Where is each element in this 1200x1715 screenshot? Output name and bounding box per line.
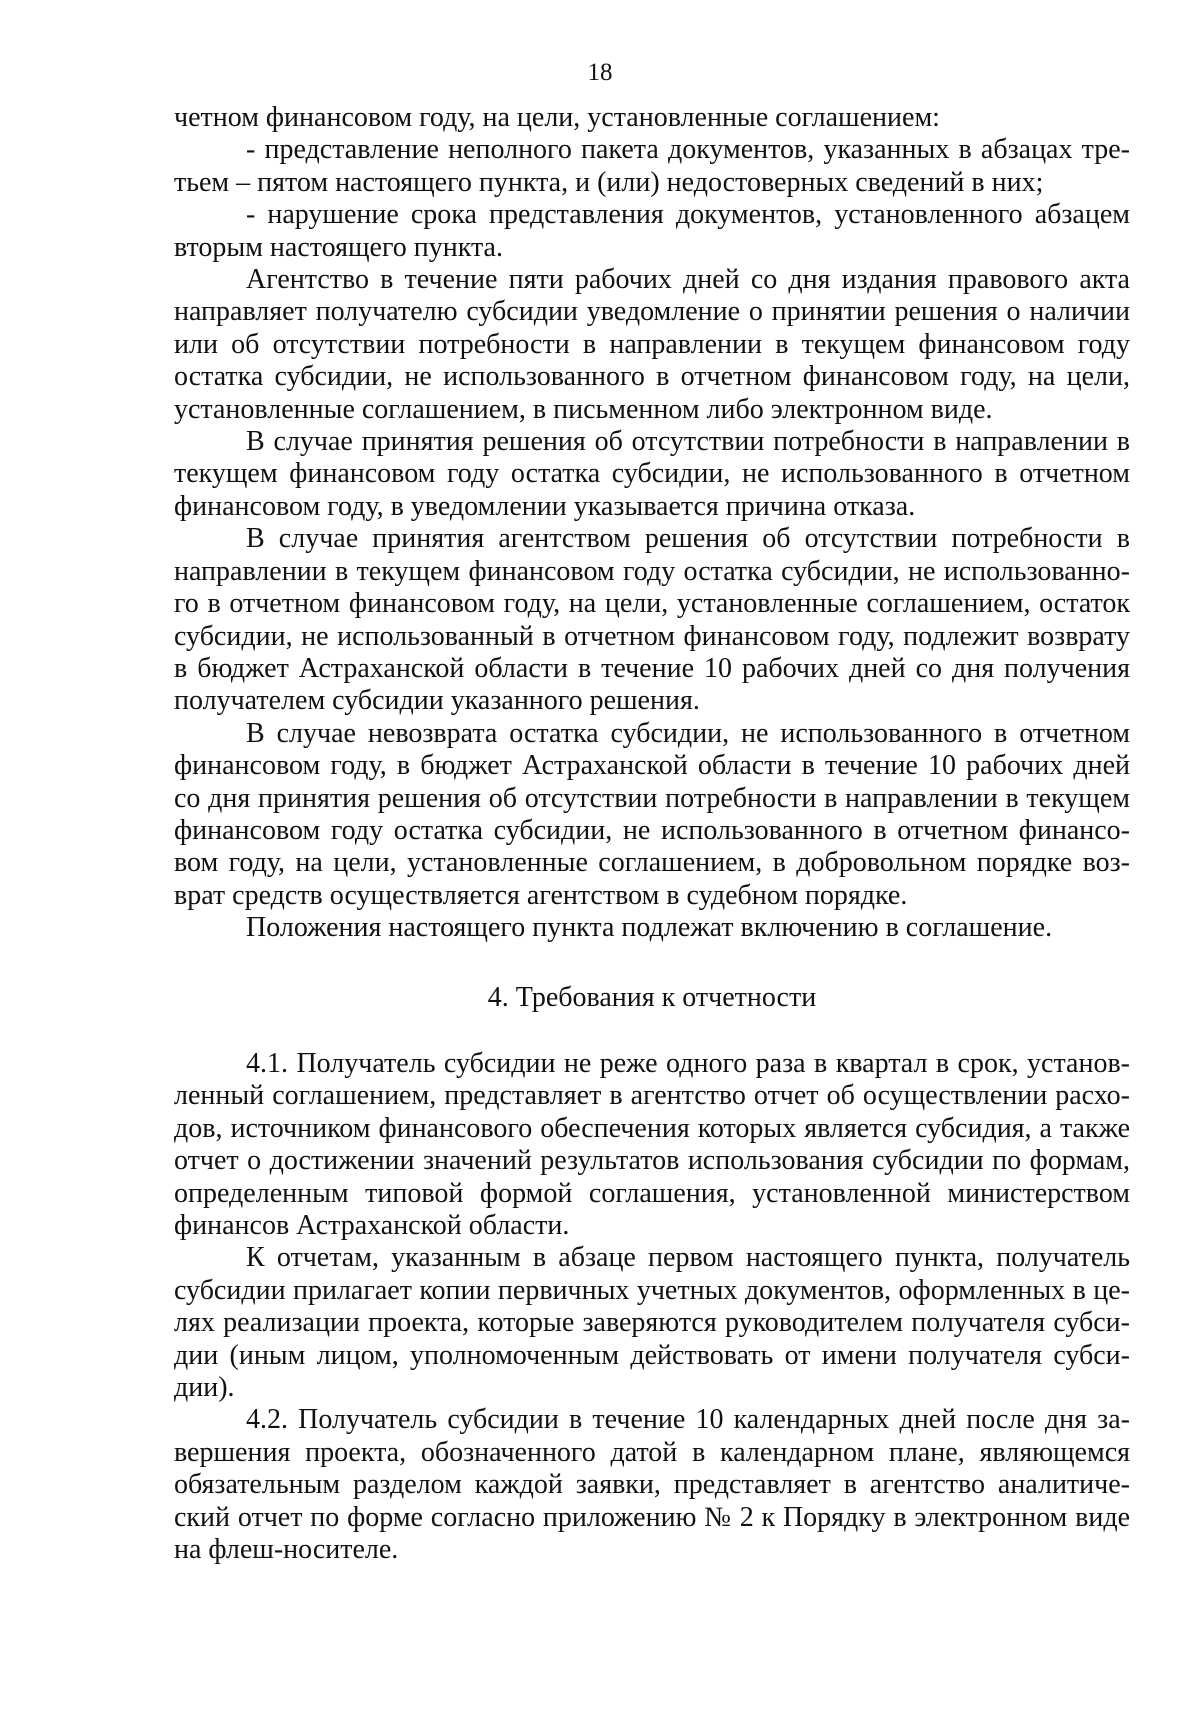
list-item-deadline-violation: - нарушение срока представления документов, установленного абзацем вторым настоящего пункта. xyxy=(174,199,1130,263)
paragraph-agency-notification: Агентство в течение пяти рабочих дней со дня издания правового акта направляет получателю субсидии уведомление о принятии решения о наличии или об отсутствии потребности в направлении в текущем финансовом году остатка субсидии, не использованного в отчетном финансовом году, на цели, установленные соглашением, в письменном либо электронном виде. xyxy=(174,264,1130,425)
page-number: 18 xyxy=(587,59,613,86)
paragraph-refusal-reason: В случае принятия решения об отсутствии потребности в направлении в текущем финансовом году остатка субсидии, не использованного в отчетном финансовом году, в уведомлении указывается причина отказа. xyxy=(174,426,1130,522)
paragraph-4-2: 4.2. Получатель субсидии в течение 10 календарных дней после дня завершения проекта, обозначенного датой в календарном плане, являющемся обязательным разделом каждой заявки, представляет в агентство аналитический отчет по форме согласно приложению № 2 к Порядку в электронном виде на флеш-носителе. xyxy=(174,1404,1130,1566)
paragraph-balance-return: В случае принятия агентством решения об отсутствии потребности в направлении в текущем финансовом году остатка субсидии, не использованного в отчетном финансовом году, на цели, установленные соглашением, остаток субсидии, не использованный в отчетном финансовом году, подлежит возврату в бюджет Астраханской области в течение 10 рабочих дней со дня получения получателем субсидии указанного решения. xyxy=(174,523,1130,717)
list-item-incomplete-documents: - представление неполного пакета документов, указанных в абзацах третьем – пятом настоящего пункта, и (или) недостоверных сведений в них; xyxy=(174,134,1130,198)
paragraph-report-attachments: К отчетам, указанным в абзаце первом настоящего пункта, получатель субсидии прилагает копии первичных учетных документов, оформленных в целях реализации проекта, которые заверяются руководителем получателя субсидии (иным лицом, уполномоченным действовать от имени получателя субсидии). xyxy=(174,1242,1130,1404)
paragraph-4-1: 4.1. Получатель субсидии не реже одного раза в квартал в срок, установленный соглашением, представляет в агентство отчет об осуществлении расходов, источником финансового обеспечения которых является субсидия, а также отчет о достижении значений результатов использования субсидии по формам, определенным типовой формой соглашения, установленной министерством финансов Астраханской области. xyxy=(174,1047,1130,1241)
document-body xyxy=(174,102,1130,1566)
paragraph-continuation: четном финансовом году, на цели, установленные соглашением: xyxy=(174,102,940,133)
section-heading: 4. Требования к отчетности xyxy=(487,981,817,1013)
paragraph-agreement-inclusion: Положения настоящего пункта подлежат включению в соглашение. xyxy=(246,912,1053,944)
paragraph-court-recovery: В случае невозврата остатка субсидии, не использованного в отчетном финансовом году, в бюджет Астраханской области в течение 10 рабочих дней со дня принятия решения об отсутствии потребности в направлении в текущем финансовом году остатка субсидии, не использованного в отчетном финансовом году, на цели, установленные соглашением, в добровольном порядке возврат средств осуществляется агентством в судебном порядке. xyxy=(174,717,1130,911)
